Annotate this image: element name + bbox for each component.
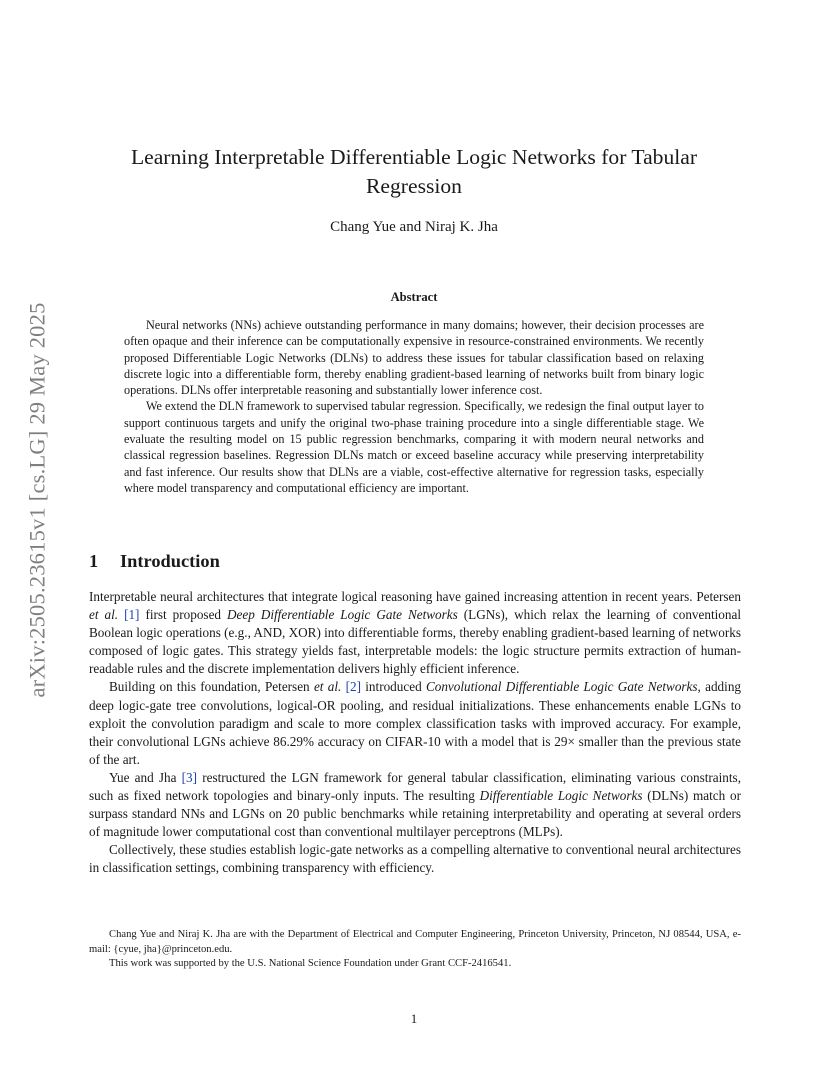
citation-link[interactable]: [1]	[124, 607, 140, 623]
section-number: 1	[89, 551, 99, 571]
abstract-paragraph-1: Neural networks (NNs) achieve outstanding performance in many domains; however, their decision processes are often opaque and their inference can be computationally expensive in resource-constrained environments. We recently proposed Differentiable Logic Networks (DLNs) to address these issues for tabular classification based on relaxing discrete logic into a differentiable form, thereby enabling gradient-based learning of networks built from binary logic operations. DLNs offer interpretable reasoning and substantially lower inference cost.	[124, 318, 704, 398]
citation-link[interactable]: [2]	[345, 679, 361, 695]
arxiv-identifier-text: arXiv:2505.23615v1 [cs.LG] 29 May 2025	[25, 302, 51, 698]
footnote-funding: This work was supported by the U.S. National Science Foundation under Grant CCF-2416541.	[109, 958, 512, 970]
et-al-text: et al.	[313, 679, 342, 695]
section-title: Introduction	[120, 551, 220, 571]
text-run: restructured the LGN framework for general tabular classification, eliminating various constraints, such as fixed network topologies and binary-only inputs. The resulting	[89, 769, 741, 804]
title-line-1: Learning Interpretable Differentiable Logic Networks for Tabular	[130, 145, 698, 169]
text-run: (LGNs), which relax the learning of conventional Boolean logic operations (e.g., AND, XOR) into differentiable forms, thereby enabling gradient-based learning of networks composed of logic gates. This strategy yields fast, interpretable models: the logic structure permits extraction of human-readable rules and the discrete implementation delivers highly efficient inference.	[89, 607, 742, 677]
emphasized-term: Differentiable Logic Networks	[479, 788, 643, 804]
et-al-text: et al.	[89, 607, 119, 623]
text-run: Building on this foundation, Petersen	[109, 679, 314, 695]
emphasized-term: Convolutional Differentiable Logic Gate Networks	[425, 679, 698, 695]
citation-link[interactable]: [3]	[181, 769, 198, 785]
author-list: Chang Yue and Niraj K. Jha	[330, 219, 498, 235]
footnotes	[89, 928, 741, 972]
text-run: first proposed	[139, 607, 228, 623]
section-heading	[89, 551, 739, 572]
footnote-affiliation: Chang Yue and Niraj K. Jha are with the Department of Electrical and Computer Engineering, Princeton University, Princeton, NJ 08544, USA, e-mail: {cyue, jha}@princeton.edu.	[89, 929, 741, 955]
abstract-paragraph-2: We extend the DLN framework to supervised tabular regression. Specifically, we redesign the final output layer to support continuous targets and unify the original two-phase training procedure into a single differentiable stage. We evaluate the resulting model on 15 public regression benchmarks, comparing it with modern neural networks and classical regression baselines. Regression DLNs match or exceed baseline accuracy while preserving interpretability and fast inference. Our results show that DLNs are a viable, cost-effective alternative for regression tasks, especially where model transparency and computational efficiency are important.	[124, 399, 704, 495]
text-run: Interpretable neural architectures that integrate logical reasoning have gained increasing attention in recent years. Petersen	[89, 589, 741, 604]
abstract-body	[124, 317, 704, 496]
intro-paragraph-3	[89, 769, 741, 841]
paper-title	[90, 143, 738, 201]
intro-paragraph-1	[89, 588, 741, 678]
title-line-2: Regression	[366, 174, 462, 198]
text-run: Yue and Jha	[109, 769, 182, 785]
text-run: , adding deep logic-gate tree convolutions, logical-OR pooling, and residual initializations. These enhancements enable LGNs to exploit the convolution paradigm and scale to more complex classification tasks with improved accuracy. For example, their convolutional LGNs achieve 86.29% accuracy on CIFAR-10 with a model that is 29× smaller than the previous state of the art.	[89, 679, 742, 767]
intro-paragraph-2	[89, 678, 741, 768]
emphasized-term: Deep Differentiable Logic Gate Networks	[227, 607, 458, 623]
text-run: introduced	[360, 679, 426, 695]
page-number: 1	[410, 1011, 418, 1026]
arxiv-identifier	[18, 300, 58, 700]
introduction-body	[89, 588, 741, 878]
abstract-heading: Abstract	[390, 290, 438, 304]
intro-paragraph-4: Collectively, these studies establish logic-gate networks as a compelling alternative to conventional neural architectures in classification settings, combining transparency with efficiency.	[89, 842, 741, 876]
text-run: (DLNs) match or surpass standard NNs and LGNs on 20 public benchmarks while retaining interpretability and operating at several orders of magnitude lower computational cost than conventional multilayer perceptrons (MLPs).	[89, 788, 742, 840]
